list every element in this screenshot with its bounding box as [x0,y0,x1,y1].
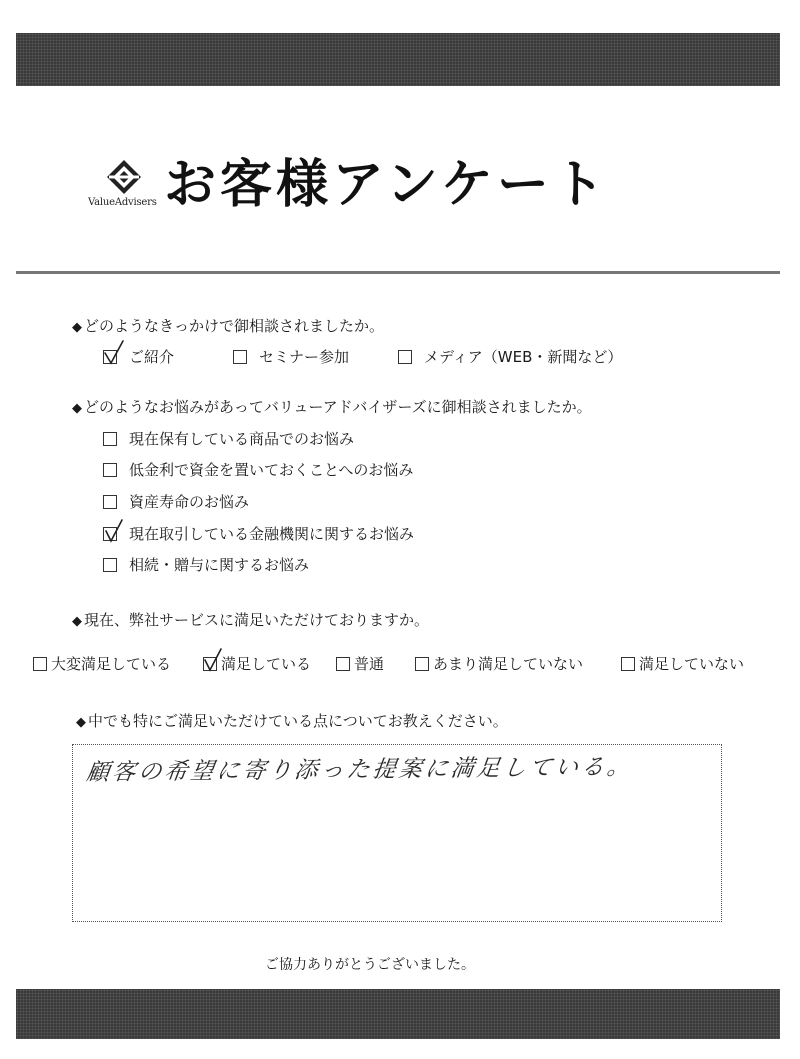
question-2 [72,396,592,417]
question-1 [72,315,384,336]
q3-option-satisfied[interactable] [203,653,311,674]
q3-option-very-satisfied[interactable] [33,653,171,674]
option-label: 満足している [221,655,312,673]
checkbox[interactable] [203,657,217,671]
q1-option-referral[interactable] [103,346,174,367]
q2-option-low-interest[interactable] [103,459,413,480]
checkbox[interactable] [103,432,117,446]
top-banner-bar [16,33,780,86]
diamond-bullet-icon: ◆ [72,320,82,335]
option-label: 現在取引している金融機関に関するお悩み [129,525,415,543]
q3-option-unsatisfied[interactable] [621,653,744,674]
checkmark-icon [203,648,227,674]
option-label: あまり満足していない [433,655,584,673]
diamond-bullet-icon: ◆ [72,614,82,629]
checkbox[interactable] [233,350,247,364]
checkbox[interactable] [415,657,429,671]
thank-you-message: ご協力ありがとうございました。 [265,957,475,973]
checkbox[interactable] [336,657,350,671]
question-3-text: 現在、弊社サービスに満足いただけておりますか。 [84,611,430,629]
q3-option-neutral[interactable] [336,653,384,674]
option-label: 普通 [354,655,385,673]
option-label: 低金利で資金を置いておくことへのお悩み [129,461,414,479]
q2-option-current-products[interactable] [103,428,354,449]
checkbox[interactable] [103,350,117,364]
checkbox[interactable] [103,495,117,509]
logo-text: ValueAdvisers [88,197,157,208]
page-title: お客様アンケート [164,155,609,215]
option-label: セミナー参加 [259,348,350,366]
option-label: 資産寿命のお悩み [129,493,250,511]
diamond-bullet-icon: ◆ [76,715,86,730]
comment-textarea[interactable] [72,744,722,922]
checkbox[interactable] [621,657,635,671]
q2-option-asset-longevity[interactable] [103,491,249,512]
option-label: メディア（WEB・新聞など） [424,348,623,366]
option-label: 満足していない [639,655,745,673]
handwritten-answer: 顧客の希望に寄り添った提案に満足している。 [84,754,635,786]
option-label: ご紹介 [129,348,175,366]
option-label: 相続・贈与に関するお悩み [129,556,310,574]
bottom-banner-bar [16,989,780,1039]
checkbox[interactable] [103,463,117,477]
logo [88,158,160,214]
option-label: 大変満足している [51,655,172,673]
checkbox[interactable] [33,657,47,671]
question-4-text: 中でも特にご満足いただけている点についてお教えください。 [88,712,508,730]
checkbox[interactable] [103,527,117,541]
q2-option-inheritance[interactable] [103,554,309,575]
diamond-bullet-icon: ◆ [72,401,82,416]
question-1-text: どのようなきっかけで御相談されましたか。 [84,317,385,335]
q3-option-somewhat-unsatisfied[interactable] [415,653,583,674]
checkmark-icon [103,518,127,544]
logo-diamond-icon [105,158,143,196]
option-label: 現在保有している商品でのお悩み [129,430,355,448]
checkmark-icon [103,341,127,367]
checkbox[interactable] [398,350,412,364]
header-divider [16,271,780,274]
checkbox[interactable] [103,558,117,572]
question-3 [72,609,429,630]
q1-option-media[interactable] [398,346,622,367]
q1-option-seminar[interactable] [233,346,349,367]
question-2-text: どのようなお悩みがあってバリューアドバイザーズに御相談されましたか。 [84,398,592,416]
q2-option-financial-institution[interactable] [103,523,414,544]
question-4 [76,710,508,731]
